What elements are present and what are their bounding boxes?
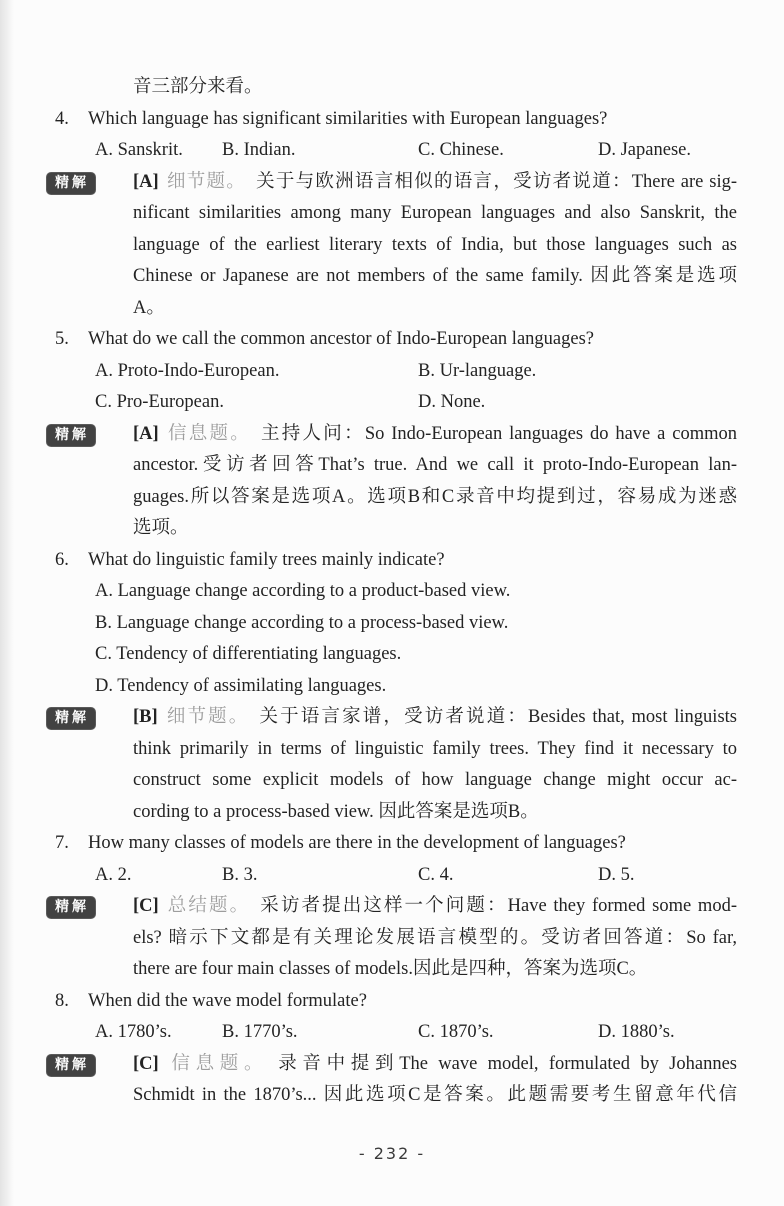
explanation-line-text: 采访者提出这样一个问题：Have they formed some mod- — [260, 896, 737, 916]
option-b: B. 1770’s. — [222, 1022, 298, 1042]
explanation-line — [133, 167, 737, 199]
answer-label: [B] — [133, 707, 158, 727]
explanation-text — [133, 1049, 737, 1112]
explanation-line — [133, 702, 737, 734]
explanation-text — [133, 702, 737, 828]
badge-column — [47, 419, 133, 545]
explanation-text — [133, 167, 737, 325]
option-d: D. Japanese. — [598, 140, 691, 160]
question-text: When did the wave model formulate? — [88, 990, 367, 1011]
answer-label: [A] — [133, 423, 159, 444]
question-4 — [47, 104, 737, 136]
question-8-options — [95, 1017, 737, 1049]
explanation-line — [133, 891, 737, 923]
answer-label: [C] — [133, 1053, 159, 1074]
question-7-options — [95, 860, 737, 892]
badge-column — [47, 167, 133, 325]
explanation-8 — [47, 1049, 737, 1112]
answer-label: [A] — [133, 171, 159, 192]
question-type-label: 细节题。 — [164, 707, 250, 727]
explanation-line: els? 暗示下文都是有关理论发展语言模型的。受访者回答道：So far, — [133, 927, 737, 948]
explanation-line: nificant similarities among many European languages and also Sanskrit, the — [133, 203, 737, 223]
option-c: C. Chinese. — [418, 140, 504, 160]
explanation-line: think primarily in terms of linguistic family trees. They find it necessary to — [133, 738, 737, 759]
option-b: B. Ur-language. — [418, 360, 537, 381]
question-number: 6. — [55, 549, 69, 570]
question-text: Which language has significant similarities with European languages? — [88, 108, 608, 129]
explanation-line: guages.所以答案是选项A。选项B和C录音中均提到过，容易成为迷惑 — [133, 486, 737, 507]
explanation-5 — [47, 419, 737, 545]
answer-label: [C] — [133, 896, 159, 916]
explanation-line-text: 主持人问：So Indo-European languages do have a common — [261, 423, 737, 444]
question-number: 8. — [55, 990, 69, 1011]
question-8 — [47, 986, 737, 1018]
option-a: A. Sanskrit. — [95, 140, 183, 160]
option-a: A. 1780’s. — [95, 1022, 172, 1042]
explanation-line — [133, 1049, 737, 1081]
jingjie-badge: 精解 — [47, 897, 95, 918]
option-c: C. Tendency of differentiating languages. — [95, 644, 402, 664]
question-6-options — [95, 576, 737, 702]
question-number: 7. — [55, 833, 69, 853]
explanation-line: there are four main classes of models.因此是四种，答案为选项C。 — [133, 959, 648, 979]
explanation-text — [133, 891, 737, 986]
badge-column — [47, 1049, 133, 1112]
question-type-label: 细节题。 — [165, 171, 247, 192]
jingjie-badge: 精解 — [47, 173, 95, 194]
explanation-line: ancestor.受访者回答That’s true. And we call it proto-Indo-European lan- — [133, 455, 737, 475]
explanation-7 — [47, 891, 737, 986]
explanation-line — [133, 419, 737, 451]
question-number: 5. — [55, 329, 69, 349]
option-a: A. Language change according to a product-based view. — [95, 581, 511, 601]
question-text: What do linguistic family trees mainly indicate? — [88, 549, 445, 570]
question-type-label: 总结题。 — [165, 896, 251, 916]
question-number: 4. — [55, 108, 69, 129]
option-b: B. Language change according to a process-based view. — [95, 612, 509, 633]
explanation-line: Schmidt in the 1870’s... 因此选项C是答案。此题需要考生留意年代信 — [133, 1085, 737, 1105]
explanation-line: Chinese or Japanese are not members of the same family. 因此答案是选项 — [133, 266, 737, 286]
jingjie-badge: 精解 — [47, 425, 95, 446]
badge-column — [47, 891, 133, 986]
option-d: D. Tendency of assimilating languages. — [95, 675, 387, 696]
question-7 — [47, 828, 737, 860]
explanation-6 — [47, 702, 737, 828]
explanation-line: 选项。 — [133, 518, 189, 538]
explanation-line-text: 关于与欧洲语言相似的语言，受访者说道：There are sig- — [256, 171, 737, 192]
question-text: How many classes of models are there in the development of languages? — [88, 833, 626, 853]
explanation-line-text: 关于语言家谱，受访者说道：Besides that, most linguists — [259, 707, 737, 727]
option-a: A. Proto-Indo-European. — [95, 360, 280, 381]
question-type-label: 信息题。 — [165, 1053, 269, 1074]
question-5 — [47, 324, 737, 356]
option-c: C. 4. — [418, 864, 454, 885]
continuation-text: 音三部分来看。 — [133, 77, 263, 97]
explanation-line: cording to a process-based view. 因此答案是选项B。 — [133, 801, 539, 822]
option-d: D. 5. — [598, 864, 635, 885]
jingjie-badge: 精解 — [47, 708, 95, 729]
option-a: A. 2. — [95, 864, 132, 885]
option-c: C. Pro-European. — [95, 392, 224, 412]
option-b: B. 3. — [222, 864, 258, 885]
scan-edge-shadow — [0, 0, 14, 1206]
question-6 — [47, 545, 737, 577]
explanation-text — [133, 419, 737, 545]
question-5-options — [95, 356, 737, 419]
badge-column — [47, 702, 133, 828]
question-type-label: 信息题。 — [165, 423, 252, 444]
explanation-line: language of the earliest literary texts of India, but those languages such as — [133, 234, 737, 255]
question-4-options — [95, 135, 737, 167]
explanation-4 — [47, 167, 737, 325]
page-number: - 232 - — [358, 1143, 426, 1163]
explanation-line: A。 — [133, 297, 165, 318]
explanation-line: construct some explicit models of how language change might occur ac- — [133, 770, 737, 790]
option-b: B. Indian. — [222, 140, 296, 160]
option-c: C. 1870’s. — [418, 1022, 494, 1042]
option-d: D. None. — [418, 392, 486, 412]
question-text: What do we call the common ancestor of Indo-European languages? — [88, 329, 594, 349]
explanation-line-text: 录音中提到The wave model, formulated by Johannes — [278, 1053, 737, 1074]
jingjie-badge: 精解 — [47, 1055, 95, 1076]
option-d: D. 1880’s. — [598, 1022, 675, 1042]
